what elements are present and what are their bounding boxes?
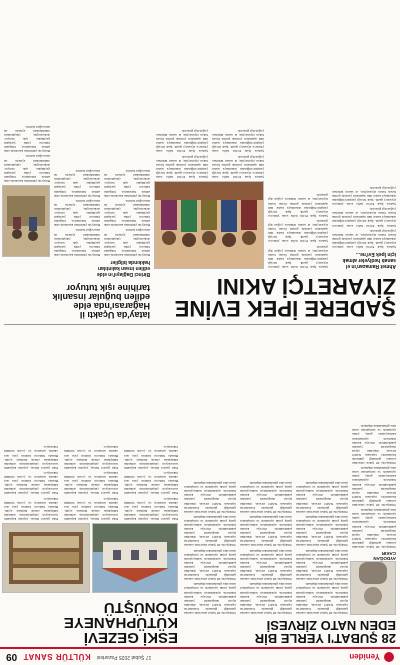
- excavation-site-icon: [3, 186, 49, 256]
- ipek-col-4: [156, 5, 208, 179]
- ipek-subhead-line2: sanatı hediyeler almak: [342, 257, 396, 263]
- ipek-text-4: Şadere İpek Evi'ni hafta sonu yüzlerce ziyaretçi gezdi. İpek böceği yetiştiriciliğinden dokumaya kadar tüm aşamaları yerinde görme fırsatı bulan ziyaretçiler, el sanatı ürünlere yoğun ilgi gösterdi.: [156, 154, 208, 179]
- header-right: [6, 652, 151, 663]
- library-headline-line3: DÖNÜŞTÜ: [103, 599, 178, 616]
- library-text-3b: Eski gezevi binası, yapılan kapsamlı restorasyon çalışmalarının ardından kütüphane olarak hizmete açıldı. Binada binlerce kitabın yanı sıra okuma salonları ve çocuk bölümü bulunuyor.: [4, 470, 58, 496]
- author-byline: [352, 551, 396, 561]
- nato-headline-line1: 28 ŞUBAT'I YERLE BİR: [254, 631, 396, 646]
- ipek-text-2c: Şadere İpek Evi'ni hafta sonu yüzlerce ziyaretçi gezdi. İpek böceği yetiştiriciliğinden dokumaya kadar tüm aşamaları yerinde görme fırsatı bulan ziyaretçiler, el sanatı ürünlere yoğun ilgi gösterdi.: [268, 193, 328, 218]
- library-text-1: Eski gezevi binası, yapılan kapsamlı restorasyon çalışmalarının ardından kütüphane olarak hizmete açıldı. Binada binlerce kitabın yanı sıra okuma salonları ve çocuk bölümü bulunuyor.: [124, 496, 178, 521]
- ipek-headline: [156, 275, 396, 319]
- library-photo-2: [2, 523, 90, 593]
- ipek-headline-line1: ŞADERE İPEK EVİNE: [174, 296, 396, 321]
- hatay-text-1: Hatay'da yürütülen kazılarda elde edilen buluntular, bölgenin binlerce yıllık yerleşim geçmişine ışık tutuyor. Arkeologlar, çalışmaların önümüzdeki aylarda da süreceğini belirtti.: [104, 228, 150, 257]
- hatay-col-2: [54, 5, 100, 257]
- nato-col-4: [184, 329, 236, 615]
- nato-col-2: [296, 329, 348, 615]
- logo-text: Yeniden: [349, 652, 380, 662]
- ipek-text-1b: Şadere İpek Evi'ni hafta sonu yüzlerce ziyaretçi gezdi. İpek böceği yetiştiriciliğinden dokumaya kadar tüm aşamaları yerinde görme fırsatı bulan ziyaretçiler, el sanatı ürünlere yoğun ilgi gösterdi.: [332, 207, 396, 228]
- hatay-col-1: [104, 5, 150, 257]
- hatay-headline: [4, 283, 150, 319]
- library-photo-1: [92, 523, 178, 593]
- hatay-headline-line2: Hağarası'nda elde: [73, 301, 150, 311]
- ipek-text-2b: Şadere İpek Evi'ni hafta sonu yüzlerce ziyaretçi gezdi. İpek böceği yetiştiriciliğinden dokumaya kadar tüm aşamaları yerinde görme fırsatı bulan ziyaretçiler, el sanatı ürünlere yoğun ilgi gösterdi.: [268, 218, 328, 244]
- nato-headline: [184, 619, 396, 645]
- masthead: [349, 652, 394, 662]
- author-name: AYDOĞAN: [373, 556, 396, 561]
- section-title: KÜLTÜR SANAT: [23, 652, 91, 662]
- ipek-col-3: [212, 5, 264, 179]
- library-text-1c: Eski gezevi binası, yapılan kapsamlı restorasyon çalışmalarının ardından kütüphane olarak hizmete açıldı. Binada binlerce kitabın yanı sıra okuma salonları ve çocuk bölümü bulunuyor.: [124, 445, 178, 470]
- ipek-col-1: [332, 5, 396, 249]
- hatay-text-2c: Hatay'da yürütülen kazılarda elde edilen buluntular, bölgenin binlerce yıllık yerleşim geçmişine ışık tutuyor. Arkeologlar, çalışmaların önümüzdeki aylarda da süreceğini belirtti.: [54, 169, 100, 198]
- library-headline-line1: ESKİ GEZEVİ: [83, 629, 178, 646]
- hatay-subhead-line1: Birinci Dağlayıl'ın elde: [96, 271, 150, 277]
- hatay-subhead-line3: hakkında bilgiler: [110, 259, 150, 265]
- ipek-subhead: [332, 251, 396, 269]
- nato-col-1: [352, 329, 396, 549]
- library-col-2: [64, 331, 118, 521]
- nato-text-2d: Türkiye'de 28 Şubat sürecinin sonuna gelindiği günlerde İstanbul'da toplanan NATO zirvesi, dönemin siyasi dengelerini yeniden şekillendirdi. Zirveye katılan liderlerin açıklamaları kamuoyunda geniş yankı uyandırdı ve tartışmalar uzun süre gündemden düşmedi.: [296, 481, 348, 514]
- crowd-icon: [155, 182, 263, 268]
- ipek-subhead-line3: için İpek Evi'ne...: [355, 251, 396, 257]
- nato-text-2: Türkiye'de 28 Şubat sürecinin sonuna gelindiği günlerde İstanbul'da toplanan NATO zirvesi, dönemin siyasi dengelerini yeniden şekillendirdi. Zirveye katılan liderlerin açıklamaları kamuoyunda geniş yankı uyandırdı ve tartışmalar uzun süre gündemden düşmedi.: [296, 582, 348, 615]
- nato-text-4b: Türkiye'de 28 Şubat sürecinin sonuna gelindiği günlerde İstanbul'da toplanan NATO zirvesi, dönemin siyasi dengelerini yeniden şekillendirdi. Zirveye katılan liderlerin açıklamaları kamuoyunda geniş yankı uyandırdı ve tartışmalar uzun süre gündemden düşmedi.: [184, 548, 236, 582]
- library-text-2b: Eski gezevi binası, yapılan kapsamlı restorasyon çalışmalarının ardından kütüphane olarak hizmete açıldı. Binada binlerce kitabın yanı sıra okuma salonları ve çocuk bölümü bulunuyor.: [64, 470, 118, 496]
- ipek-crowd-photo: [154, 181, 264, 269]
- nato-text-1b: Türkiye'de 28 Şubat sürecinin sonuna gelindiği günlerde İstanbul'da toplanan NATO zirvesi, dönemin siyasi dengelerini yeniden şekillendirdi. Zirveye katılan liderlerin açıklamaları kamuoyunda geniş yankı uyandırdı ve tartışmalar uzun süre gündemden düşmedi.: [352, 466, 396, 508]
- library-text-3: Eski gezevi binası, yapılan kapsamlı restorasyon çalışmalarının ardından kütüphane olarak hizmete açıldı. Binada binlerce kitabın yanı sıra okuma salonları ve çocuk bölümü bulunuyor.: [4, 496, 58, 521]
- hatay-headline-line4: tarihine ışık tutuyor: [66, 283, 150, 293]
- library-col-1: [124, 331, 178, 521]
- ipek-text-4b: Şadere İpek Evi'ni hafta sonu yüzlerce ziyaretçi gezdi. İpek böceği yetiştiriciliğinden dokumaya kadar tüm aşamaları yerinde görme fırsatı bulan ziyaretçiler, el sanatı ürünlere yoğun ilgi gösterdi.: [156, 128, 208, 154]
- hatay-col-3: [4, 5, 50, 183]
- issue-date: 17 Şubat 2025 Pazartesi: [96, 654, 152, 660]
- nato-text-3b: Türkiye'de 28 Şubat sürecinin sonuna gelindiği günlerde İstanbul'da toplanan NATO zirvesi, dönemin siyasi dengelerini yeniden şekillendirdi. Zirveye katılan liderlerin açıklamaları kamuoyunda geniş yankı uyandırdı ve tartışmalar uzun süre gündemden düşmedi.: [240, 548, 292, 582]
- library-text-1b: Eski gezevi binası, yapılan kapsamlı restorasyon çalışmalarının ardından kütüphane olarak hizmete açıldı. Binada binlerce kitabın yanı sıra okuma salonları ve çocuk bölümü bulunuyor.: [124, 470, 178, 496]
- ipek-text-1c: Şadere İpek Evi'ni hafta sonu yüzlerce ziyaretçi gezdi. İpek böceği yetiştiriciliğinden dokumaya kadar tüm aşamaları yerinde görme fırsatı bulan ziyaretçiler, el sanatı ürünlere yoğun ilgi gösterdi.: [332, 185, 396, 207]
- ipek-headline-line2: ZİYARETÇİ AKINI: [216, 274, 396, 299]
- hatay-text-2: Hatay'da yürütülen kazılarda elde edilen buluntular, bölgenin binlerce yıllık yerleşim geçmişine ışık tutuyor. Arkeologlar, çalışmaların önümüzdeki aylarda da süreceğini belirtti.: [54, 228, 100, 257]
- ipek-text-3: Şadere İpek Evi'ni hafta sonu yüzlerce ziyaretçi gezdi. İpek böceği yetiştiriciliğinden dokumaya kadar tüm aşamaları yerinde görme fırsatı bulan ziyaretçiler, el sanatı ürünlere yoğun ilgi gösterdi.: [212, 154, 264, 179]
- library-headline-line2: KÜTÜPHANEYE: [63, 614, 178, 631]
- page-header: [0, 647, 400, 665]
- library-col-3: [4, 331, 58, 521]
- hatay-text-3: Hatay'da yürütülen kazılarda elde edilen buluntular, bölgenin binlerce yıllık yerleşim geçmişine ışık tutuyor. Arkeologlar, çalışmaların önümüzdeki aylarda da süreceğini belirtti.: [4, 154, 50, 183]
- hatay-text-1c: Hatay'da yürütülen kazılarda elde edilen buluntular, bölgenin binlerce yıllık yerleşim geçmişine ışık tutuyor. Arkeologlar, çalışmaların önümüzdeki aylarda da süreceğini belirtti.: [104, 169, 150, 198]
- nato-text-1c: Türkiye'de 28 Şubat sürecinin sonuna gelindiği günlerde İstanbul'da toplanan NATO zirvesi, dönemin siyasi dengelerini yeniden şekillendirdi. Zirveye katılan liderlerin açıklamaları kamuoyunda geniş yankı uyandırdı ve tartışmalar uzun süre gündemden düşmedi.: [352, 424, 396, 466]
- nato-text-4c: Türkiye'de 28 Şubat sürecinin sonuna gelindiği günlerde İstanbul'da toplanan NATO zirvesi, dönemin siyasi dengelerini yeniden şekillendirdi. Zirveye katılan liderlerin açıklamaları kamuoyunda geniş yankı uyandırdı ve tartışmalar uzun süre gündemden düşmedi.: [184, 514, 236, 548]
- hatay-headline-line3: edilen buğular insanlık: [52, 292, 150, 302]
- ipek-text-3b: Şadere İpek Evi'ni hafta sonu yüzlerce ziyaretçi gezdi. İpek böceği yetiştiriciliğinden dokumaya kadar tüm aşamaları yerinde görme fırsatı bulan ziyaretçiler, el sanatı ürünlere yoğun ilgi gösterdi.: [212, 128, 264, 154]
- library-text-3c: Eski gezevi binası, yapılan kapsamlı restorasyon çalışmalarının ardından kütüphane olarak hizmete açıldı. Binada binlerce kitabın yanı sıra okuma salonları ve çocuk bölümü bulunuyor.: [4, 445, 58, 470]
- nato-text-3: Türkiye'de 28 Şubat sürecinin sonuna gelindiği günlerde İstanbul'da toplanan NATO zirvesi, dönemin siyasi dengelerini yeniden şekillendirdi. Zirveye katılan liderlerin açıklamaları kamuoyunda geniş yankı uyandırdı ve tartışmalar uzun süre gündemden düşmedi.: [240, 582, 292, 615]
- hatay-subhead: [4, 259, 150, 277]
- hatay-excavation-photo: [2, 185, 50, 257]
- library-headline: [4, 600, 178, 645]
- nato-text-4: Türkiye'de 28 Şubat sürecinin sonuna gelindiği günlerde İstanbul'da toplanan NATO zirvesi, dönemin siyasi dengelerini yeniden şekillendirdi. Zirveye katılan liderlerin açıklamaları kamuoyunda geniş yankı uyandırdı ve tartışmalar uzun süre gündemden düşmedi.: [184, 582, 236, 615]
- page-number: 09: [6, 651, 18, 663]
- author-photo: [350, 561, 396, 615]
- library-text-2: Eski gezevi binası, yapılan kapsamlı restorasyon çalışmalarının ardından kütüphane olarak hizmete açıldı. Binada binlerce kitabın yanı sıra okuma salonları ve çocuk bölümü bulunuyor.: [64, 496, 118, 521]
- nato-text-4d: Türkiye'de 28 Şubat sürecinin sonuna gelindiği günlerde İstanbul'da toplanan NATO zirvesi, dönemin siyasi dengelerini yeniden şekillendirdi. Zirveye katılan liderlerin açıklamaları kamuoyunda geniş yankı uyandırdı ve tartışmalar uzun süre gündemden düşmedi.: [184, 481, 236, 514]
- ipek-subhead-line1: Ahmet Ramazan'ın el: [345, 263, 396, 269]
- ipek-text-1: Şadere İpek Evi'ni hafta sonu yüzlerce ziyaretçi gezdi. İpek böceği yetiştiriciliğinden dokumaya kadar tüm aşamaları yerinde görme fırsatı bulan ziyaretçiler, el sanatı ürünlere yoğun ilgi gösterdi.: [332, 228, 396, 249]
- logo-icon: [384, 652, 394, 662]
- hatay-headline-line1: Iatay'da Uçaktı il: [79, 310, 150, 320]
- hatay-text-3b: Hatay'da yürütülen kazılarda elde edilen buluntular, bölgenin binlerce yıllık yerleşim geçmişine ışık tutuyor. Arkeologlar, çalışmaların önümüzdeki aylarda da süreceğini belirtti.: [4, 124, 50, 154]
- hatay-text-2b: Hatay'da yürütülen kazılarda elde edilen buluntular, bölgenin binlerce yıllık yerleşim geçmişine ışık tutuyor. Arkeologlar, çalışmaların önümüzdeki aylarda da süreceğini belirtti.: [54, 198, 100, 228]
- library-text-2c: Eski gezevi binası, yapılan kapsamlı restorasyon çalışmalarının ardından kütüphane olarak hizmete açıldı. Binada binlerce kitabın yanı sıra okuma salonları ve çocuk bölümü bulunuyor.: [64, 445, 118, 470]
- ipek-text-2: Şadere İpek Evi'ni hafta sonu yüzlerce ziyaretçi gezdi. İpek böceği yetiştiriciliğinden dokumaya kadar tüm aşamaları yerinde görme fırsatı bulan ziyaretçiler, el sanatı ürünlere yoğun ilgi gösterdi.: [268, 244, 328, 269]
- hatay-text-1b: Hatay'da yürütülen kazılarda elde edilen buluntular, bölgenin binlerce yıllık yerleşim geçmişine ışık tutuyor. Arkeologlar, çalışmaların önümüzdeki aylarda da süreceğini belirtti.: [104, 198, 150, 228]
- nato-text-3d: Türkiye'de 28 Şubat sürecinin sonuna gelindiği günlerde İstanbul'da toplanan NATO zirvesi, dönemin siyasi dengelerini yeniden şekillendirdi. Zirveye katılan liderlerin açıklamaları kamuoyunda geniş yankı uyandırdı ve tartışmalar uzun süre gündemden düşmedi.: [240, 481, 292, 514]
- library-building-icon: [93, 524, 177, 592]
- ipek-col-2: [268, 5, 328, 269]
- nato-text-2b: Türkiye'de 28 Şubat sürecinin sonuna gelindiği günlerde İstanbul'da toplanan NATO zirvesi, dönemin siyasi dengelerini yeniden şekillendirdi. Zirveye katılan liderlerin açıklamaları kamuoyunda geniş yankı uyandırdı ve tartışmalar uzun süre gündemden düşmedi.: [296, 548, 348, 582]
- hatay-subhead-line2: edilen insan kalıntıları: [97, 265, 150, 271]
- section-divider: [4, 324, 396, 325]
- bookshelf-icon: [3, 524, 89, 592]
- nato-text-3c: Türkiye'de 28 Şubat sürecinin sonuna gelindiği günlerde İstanbul'da toplanan NATO zirvesi, dönemin siyasi dengelerini yeniden şekillendirdi. Zirveye katılan liderlerin açıklamaları kamuoyunda geniş yankı uyandırdı ve tartışmalar uzun süre gündemden düşmedi.: [240, 514, 292, 548]
- nato-col-3: [240, 329, 292, 615]
- nato-text-2c: Türkiye'de 28 Şubat sürecinin sonuna gelindiği günlerde İstanbul'da toplanan NATO zirvesi, dönemin siyasi dengelerini yeniden şekillendirdi. Zirveye katılan liderlerin açıklamaları kamuoyunda geniş yankı uyandırdı ve tartışmalar uzun süre gündemden düşmedi.: [296, 514, 348, 548]
- nato-text-1: Türkiye'de 28 Şubat sürecinin sonuna gelindiği günlerde İstanbul'da toplanan NATO zirvesi, dönemin siyasi dengelerini yeniden şekillendirdi. Zirveye katılan liderlerin açıklamaları kamuoyunda geniş yankı uyandırdı ve tartışmalar uzun süre gündemden düşmedi.: [352, 508, 396, 549]
- author-silhouette-icon: [351, 562, 395, 614]
- author-surname: CAKIR: [381, 551, 396, 556]
- nato-headline-line2: EDEN NATO ZİRVESİ: [266, 618, 396, 633]
